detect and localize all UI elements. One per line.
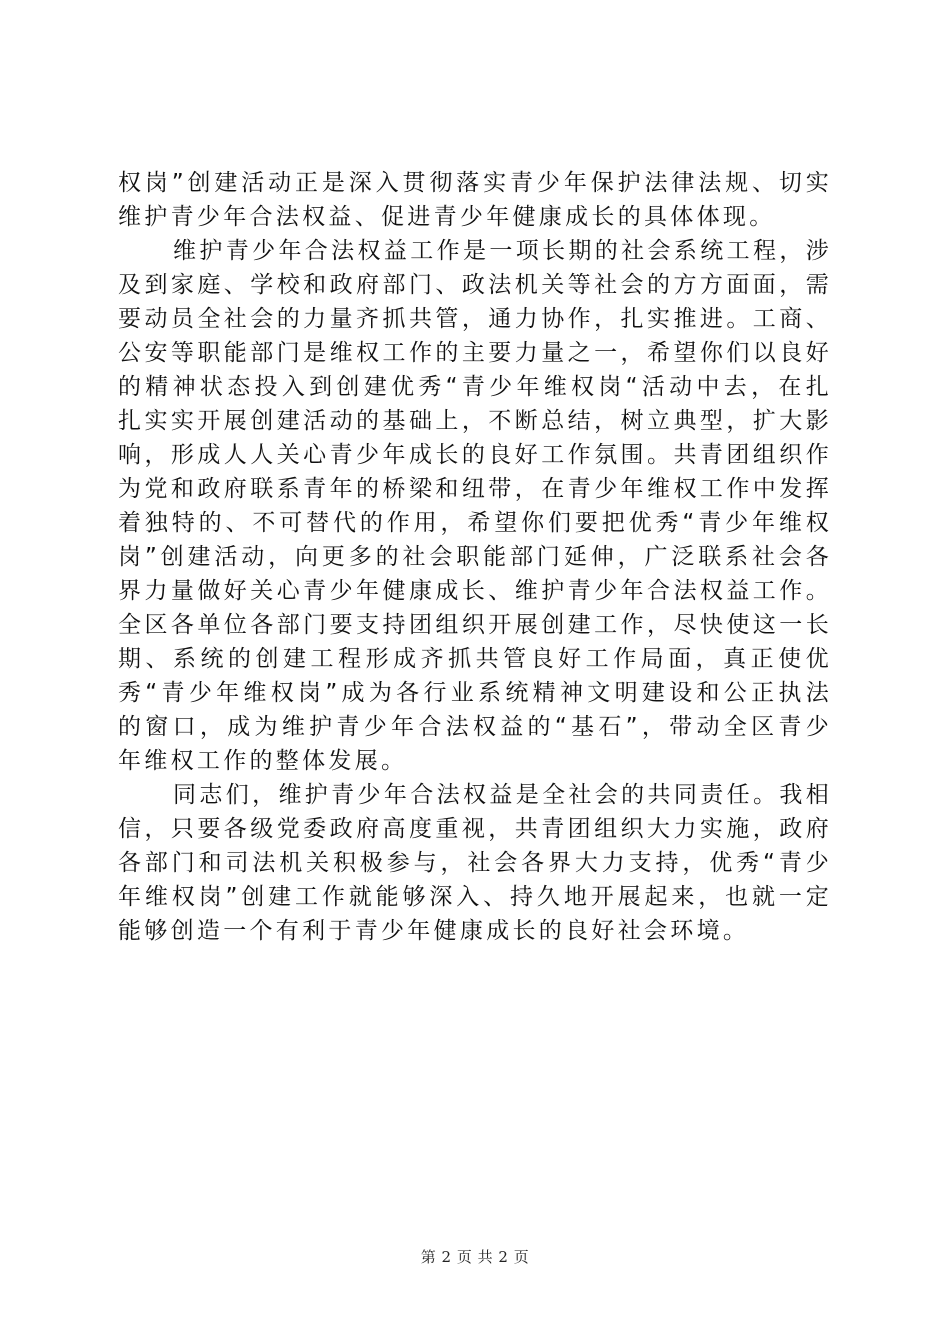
paragraph-2: 维护青少年合法权益工作是一项长期的社会系统工程，涉及到家庭、学校和政府部门、政法机关等社会的方方面面，需要动员全社会的力量齐抓共管，通力协作，扎实推进。工商、公安等职能部门是维权工作的主要力量之一，希望你们以良好的精神状态投入到创建优秀“青少年维权岗“活动中去，在扎扎实实开展创建活动的基础上，不断总结，树立典型，扩大影响，形成人人关心青少年成长的良好工作氛围。共青团组织作为党和政府联系青年的桥梁和纽带，在青少年维权工作中发挥着独特的、不可替代的作用，希望你们要把优秀“青少年维权岗”创建活动，向更多的社会职能部门延伸，广泛联系社会各界力量做好关心青少年健康成长、维护青少年合法权益工作。全区各单位各部门要支持团组织开展创建工作，尽快使这一长期、系统的创建工程形成齐抓共管良好工作局面，真正使优秀“青少年维权岗”成为各行业系统精神文明建设和公正执法的窗口，成为维护青少年合法权益的“基石”，带动全区青少年维权工作的整体发展。: [118, 238, 832, 774]
paragraph-1: 权岗”创建活动正是深入贯彻落实青少年保护法律法规、切实维护青少年合法权益、促进青少年健康成长的具体体现。: [118, 170, 832, 230]
page-footer: 第 2 页 共 2 页: [420, 1248, 530, 1266]
paragraph-3: 同志们，维护青少年合法权益是全社会的共同责任。我相信，只要各级党委政府高度重视，共青团组织大力实施，政府各部门和司法机关积极参与，社会各界大力支持，优秀“青少年维权岗”创建工作就能够深入、持久地开展起来，也就一定能够创造一个有利于青少年健康成长的良好社会环境。: [118, 782, 832, 944]
document-body: [118, 166, 832, 948]
